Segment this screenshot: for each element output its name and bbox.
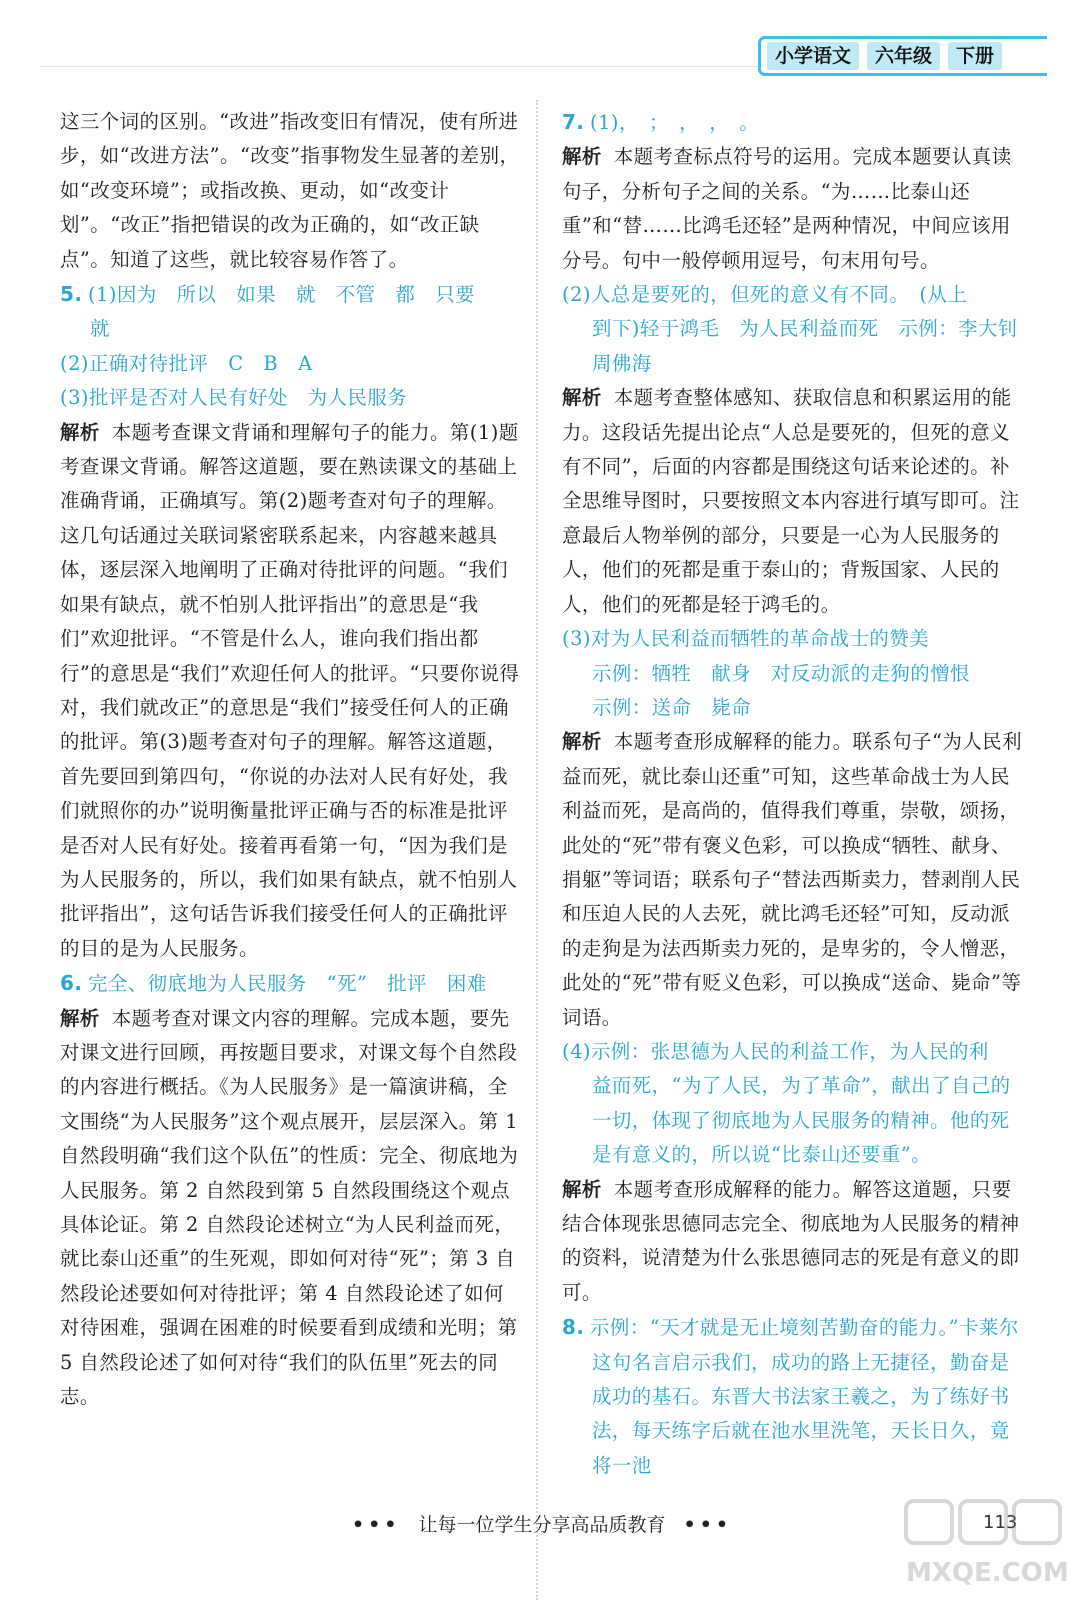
question-8 bbox=[562, 1310, 1022, 1483]
q7-answer-3-line2: 示例：牺牲 献身 对反动派的走狗的憎恨 bbox=[592, 661, 970, 685]
analysis-label: 解析 bbox=[562, 1177, 602, 1201]
subject-tab bbox=[758, 36, 1047, 76]
q8-number: 8. bbox=[562, 1315, 585, 1340]
q7-analysis-3: 解析 本题考查形成解释的能力。联系句子“为人民利益而死，就比泰山还重”可知，这些革命战士为人民利益而死，是高尚的，值得我们尊重，崇敬，颂扬，此处的“死”带有褒义色彩，可以换成“牺牲、献身、捐躯”等词语；联系句子“替法西斯卖力，替剥削人民和压迫人民的人去死，就比鸿毛还轻”可知，反动派的走狗是为法西斯卖力死的，是卑劣的，令人憎恶，此处的“死”带有贬义色彩，可以换成“送命、毙命”等词语。 bbox=[562, 730, 1023, 1029]
q5-answer-2: (2)正确对待批评 C B A bbox=[60, 351, 313, 375]
right-column bbox=[562, 105, 1038, 1483]
q7-answer-4: (4)示例：张思德为人民的利益工作，为人民的利 bbox=[562, 1039, 989, 1063]
q6-number: 6. bbox=[60, 971, 83, 996]
q8-answer: 8. 示例：“天才就是无止境刻苦勤奋的能力。”卡莱尔 bbox=[562, 1310, 1022, 1345]
subject-label: 小学语文 bbox=[767, 42, 859, 70]
q7-answer-3-line3: 示例：送命 毙命 bbox=[592, 695, 752, 719]
footer-slogan: 让每一位学生分享高品质教育 bbox=[418, 1514, 666, 1536]
q7-analysis-2: 解析 本题考查整体感知、获取信息和积累运用的能力。这段话先提出论点“人总是要死的，但死的意义有不同”，后面的内容都是围绕这句话来论述的。补全思维导图时，只要按照文本内容进行填写即可。注意最后人物举例的部分，只要是一心为人民服务的人，他们的死都是重于泰山的；背叛国家、人民的人，他们的死都是轻于鸿毛的。 bbox=[562, 386, 1020, 616]
analysis-label: 解析 bbox=[60, 420, 100, 444]
analysis-label: 解析 bbox=[562, 386, 602, 410]
left-column bbox=[60, 105, 520, 1414]
analysis-label: 解析 bbox=[562, 145, 602, 169]
footer-dots-right: ••• bbox=[683, 1514, 732, 1536]
header-rule bbox=[40, 66, 760, 67]
analysis-label: 解析 bbox=[60, 1006, 100, 1030]
page-number: 113 bbox=[983, 1512, 1018, 1533]
q7-analysis-4: 解析 本题考查形成解释的能力。解答这道题，只要结合体现张思德同志完全、彻底地为人民服务的精神的资料，说清楚为什么张思德同志的死是有意义的即可。 bbox=[562, 1177, 1020, 1304]
page-header bbox=[0, 0, 1084, 78]
q7-answer-2-cont: 到下)轻于鸿毛 为人民利益而死 示例：李大钊 周佛海 bbox=[592, 317, 1038, 375]
q7-answer-1: 7. (1)， ； ， ， 。 bbox=[562, 105, 1022, 140]
footer-dots-left: ••• bbox=[352, 1514, 401, 1536]
volume-label: 下册 bbox=[948, 42, 1002, 70]
grade-label: 六年级 bbox=[867, 42, 940, 70]
q7-number: 7. bbox=[562, 110, 585, 134]
intro-text: 这三个词的区别。“改进”指改变旧有情况，使有所进步，如“改进方法”。“改变”指事物发生显著的差别，如“改变环境”；或指改换、更动，如“改变计划”。“改正”指把错误的改为正确的，如“改正缺点”。知道了这些，就比较容易作答了。 bbox=[60, 110, 520, 271]
q5-number: 5. bbox=[60, 282, 83, 307]
q5-answer-1-cont: 就 bbox=[90, 317, 110, 341]
svg-text:MXQE.COM: MXQE.COM bbox=[906, 1558, 1069, 1588]
q5-answer-3: (3)批评是否对人民有好处 为人民服务 bbox=[60, 386, 408, 410]
q7-answer-4-cont: 益而死，“为了人民，为了革命”，献出了自己的一切，体现了彻底地为人民服务的精神。他的死是有意义的，所以说“比泰山还要重”。 bbox=[592, 1074, 1011, 1167]
q6-analysis: 解析 本题考查对课文内容的理解。完成本题，要先对课文进行回顾，再按题目要求，对课文每个自然段的内容进行概括。《为人民服务》是一篇演讲稿，全文围绕“为人民服务”这个观点展开，层层深入。第 1 自然段明确“我们这个队伍”的性质：完全、彻底地为人民服务。第 2 自然段到第 5 自然段围绕这个观点具体论证。第 2 自然段论述树立“为人民利益而死，就比泰山还重”的生死观，即如何对待“死”；第 3 自然段论述要如何对待批评；第 4 自然段论述了如何对待困难，强调在困难的时候要看到成绩和光明；第 5 自然段论述了如何对待“我们的队伍里”死去的同志。 bbox=[60, 1006, 519, 1409]
column-divider bbox=[536, 100, 538, 1600]
q7-answer-3: (3)对为人民利益而牺牲的革命战士的赞美 bbox=[562, 627, 930, 651]
q5-analysis: 解析 本题考查课文背诵和理解句子的能力。第(1)题考查课文背诵。解答这道题，要在熟读课文的基础上准确背诵，正确填写。第(2)题考查对句子的理解。这几句话通过关联词紧密联系起来，内容越来越具体，逐层深入地阐明了正确对待批评的问题。“我们如果有缺点，就不怕别人批评指出”的意思是“我们”欢迎批评。“不管是什么人，谁向我们指出都行”的意思是“我们”欢迎任何人的批评。“只要你说得对，我们就改正”的意思是“我们”接受任何人的正确的批评。第(3)题考查对句子的理解。解答这道题，首先要回到第四句，“你说的办法对人民有好处，我们就照你的办”说明衡量批评正确与否的标准是批评是否对人民有好处。接着再看第一句，“因为我们是为人民服务的，所以，我们如果有缺点，就不怕别人批评指出”，这句话告诉我们接受任何人的正确批评的目的是为人民服务。 bbox=[60, 420, 520, 960]
q6-answer: 6. 完全、彻底地为人民服务 “死” 批评 困难 bbox=[60, 966, 520, 1001]
q5-answer-1: 5. (1)因为 所以 如果 就 不管 都 只要 bbox=[60, 277, 520, 312]
q7-answer-2: (2)人总是要死的，但死的意义有不同。 (从上 bbox=[562, 283, 968, 307]
question-7 bbox=[562, 105, 1038, 1310]
q8-answer-cont: 这句名言启示我们，成功的路上无捷径，勤奋是成功的基石。东晋大书法家王羲之，为了练好书法，每天练字后就在池水里洗笔，天长日久，竟将一池 bbox=[592, 1350, 1010, 1477]
q7-analysis-1: 解析 本题考查标点符号的运用。完成本题要认真读句子，分析句子之间的关系。“为……比泰山还重”和“替……比鸿毛还轻”是两种情况，中间应该用分号。句中一般停顿用逗号，句末用句号。 bbox=[562, 145, 1012, 272]
question-5 bbox=[60, 277, 520, 966]
question-6 bbox=[60, 966, 520, 1414]
analysis-label: 解析 bbox=[562, 730, 602, 754]
watermark-logo bbox=[900, 1495, 1075, 1595]
